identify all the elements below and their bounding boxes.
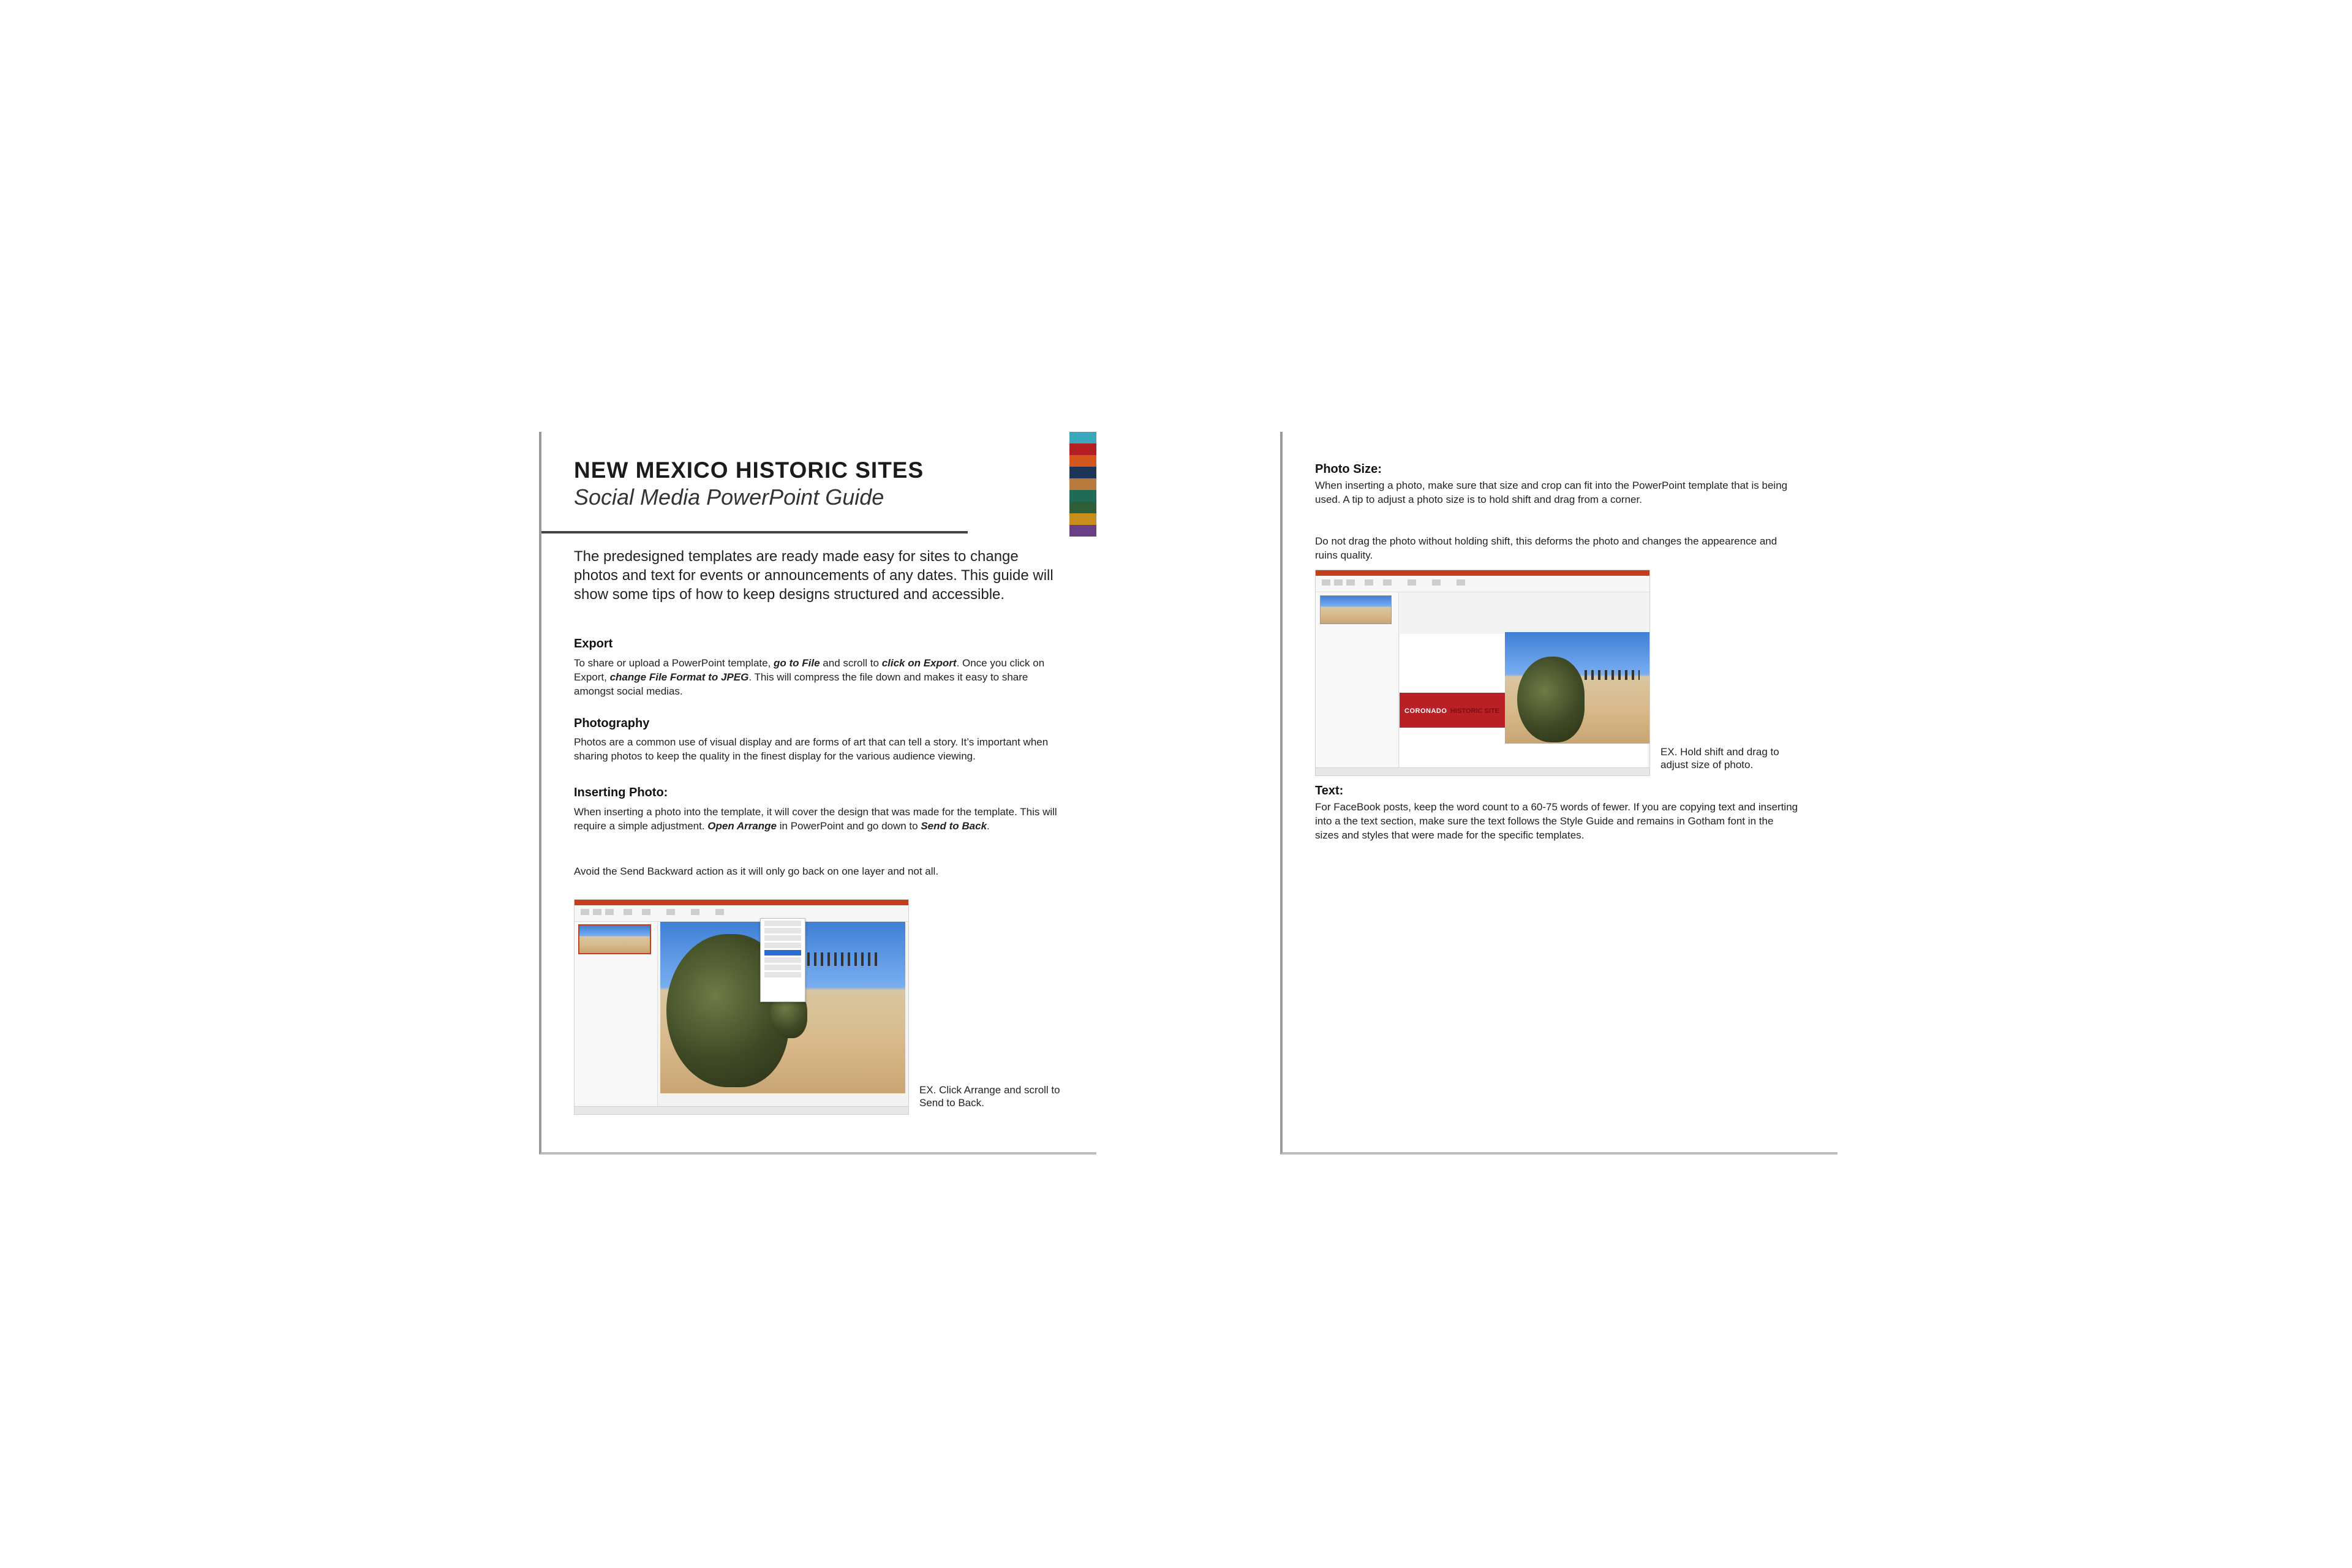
shift-drag-warning: Do not drag the photo without holding shift, this deforms the photo and changes the appearence and ruins quality. (1315, 535, 1777, 561)
photography-heading: Photography (574, 717, 650, 730)
resize-caption: EX. Hold shift and drag to adjust size of photo. (1660, 746, 1779, 771)
inserting-photo-paragraph (574, 805, 1058, 833)
status-bar (575, 1106, 908, 1114)
color-stripe-3 (1069, 455, 1096, 467)
arrange-dropdown-menu (760, 918, 805, 1002)
inserting-bold-open-arrange: Open Arrange (707, 820, 777, 832)
inserting-text-1: When inserting a photo into the template, it will cover the design that was made for the template. This will require a simple adjustment. (574, 806, 1057, 832)
title-rule (541, 531, 968, 533)
slide-thumbnail (579, 925, 650, 953)
powerpoint-arrange-screenshot (574, 899, 909, 1115)
people-group (1585, 670, 1640, 680)
band-word-historic-site: HISTORIC SITE (1450, 707, 1499, 715)
color-stripe-7 (1069, 502, 1096, 513)
color-stripe-1 (1069, 432, 1096, 443)
photography-paragraph: Photos are a common use of visual display and are forms of art that can tell a story. It’s important when sharing photos to keep the quality in the finest display for the various audience viewing. (574, 736, 1049, 762)
status-bar (1316, 767, 1649, 775)
export-heading: Export (574, 637, 613, 650)
export-bold-change-format: change File Format to JPEG (609, 671, 749, 683)
ribbon-toolbar (1316, 576, 1649, 592)
export-text-1: To share or upload a PowerPoint template, (574, 657, 774, 669)
guide-page-right (1280, 432, 1838, 1155)
text-heading: Text: (1315, 784, 1344, 797)
export-bold-go-to-file: go to File (774, 657, 820, 669)
inserting-photo-heading: Inserting Photo: (574, 786, 668, 799)
people-group (807, 952, 881, 966)
ribbon-title-bar (575, 900, 908, 905)
arrange-caption: EX. Click Arrange and scroll to Send to Back. (919, 1084, 1060, 1109)
color-stripe-5 (1069, 478, 1096, 490)
band-word-coronado: CORONADO (1404, 707, 1447, 715)
send-backward-note: Avoid the Send Backward action as it will only go back on one layer and not all. (574, 865, 939, 877)
powerpoint-resize-screenshot (1315, 570, 1650, 776)
slide-thumbnail-pane (1316, 592, 1399, 768)
color-stripes (1069, 432, 1096, 537)
export-text-4: . This will compress the file down and makes it easy to share amongst social medias. (574, 671, 1028, 697)
color-stripe-4 (1069, 467, 1096, 478)
export-text-3: . Once you click on Export, (574, 657, 1045, 683)
ribbon-toolbar (575, 905, 908, 922)
export-paragraph (574, 656, 1058, 698)
export-text-2: and scroll to (820, 657, 882, 669)
cactus-shape (1517, 657, 1585, 742)
text-paragraph: For FaceBook posts, keep the word count to a 60-75 words of fewer. If you are copying text and inserting into a the text section, make sure the text follows the Style Guide and remains in Gotham font in the sizes and styles that were made for the specific templates. (1315, 801, 1798, 841)
page-title: NEW MEXICO HISTORIC SITES (574, 458, 924, 483)
color-stripe-8 (1069, 513, 1096, 525)
color-stripe-6 (1069, 490, 1096, 502)
resized-cactus-photo (1505, 632, 1649, 744)
guide-page-left (539, 432, 1096, 1155)
slide-thumbnail-pane (575, 922, 658, 1107)
slide-thumbnail (1321, 596, 1391, 624)
ribbon-title-bar (1316, 570, 1649, 576)
color-stripe-9 (1069, 525, 1096, 537)
export-bold-click-on-export: click on Export (881, 657, 957, 669)
photo-size-heading: Photo Size: (1315, 462, 1382, 476)
page-subtitle: Social Media PowerPoint Guide (574, 484, 884, 510)
inserting-bold-send-to-back: Send to Back (921, 820, 987, 832)
inserting-text-3: . (987, 820, 990, 832)
photo-size-paragraph: When inserting a photo, make sure that size and crop can fit into the PowerPoint template that is being used. A tip to adjust a photo size is to hold shift and drag from a corner. (1315, 480, 1788, 505)
inserting-text-2: in PowerPoint and go down to (777, 820, 921, 832)
intro-paragraph: The predesigned templates are ready made easy for sites to change photos and text for events or announcements of any dates. This guide will show some tips of how to keep designs structured and accessible. (574, 548, 1054, 603)
color-stripe-2 (1069, 443, 1096, 455)
